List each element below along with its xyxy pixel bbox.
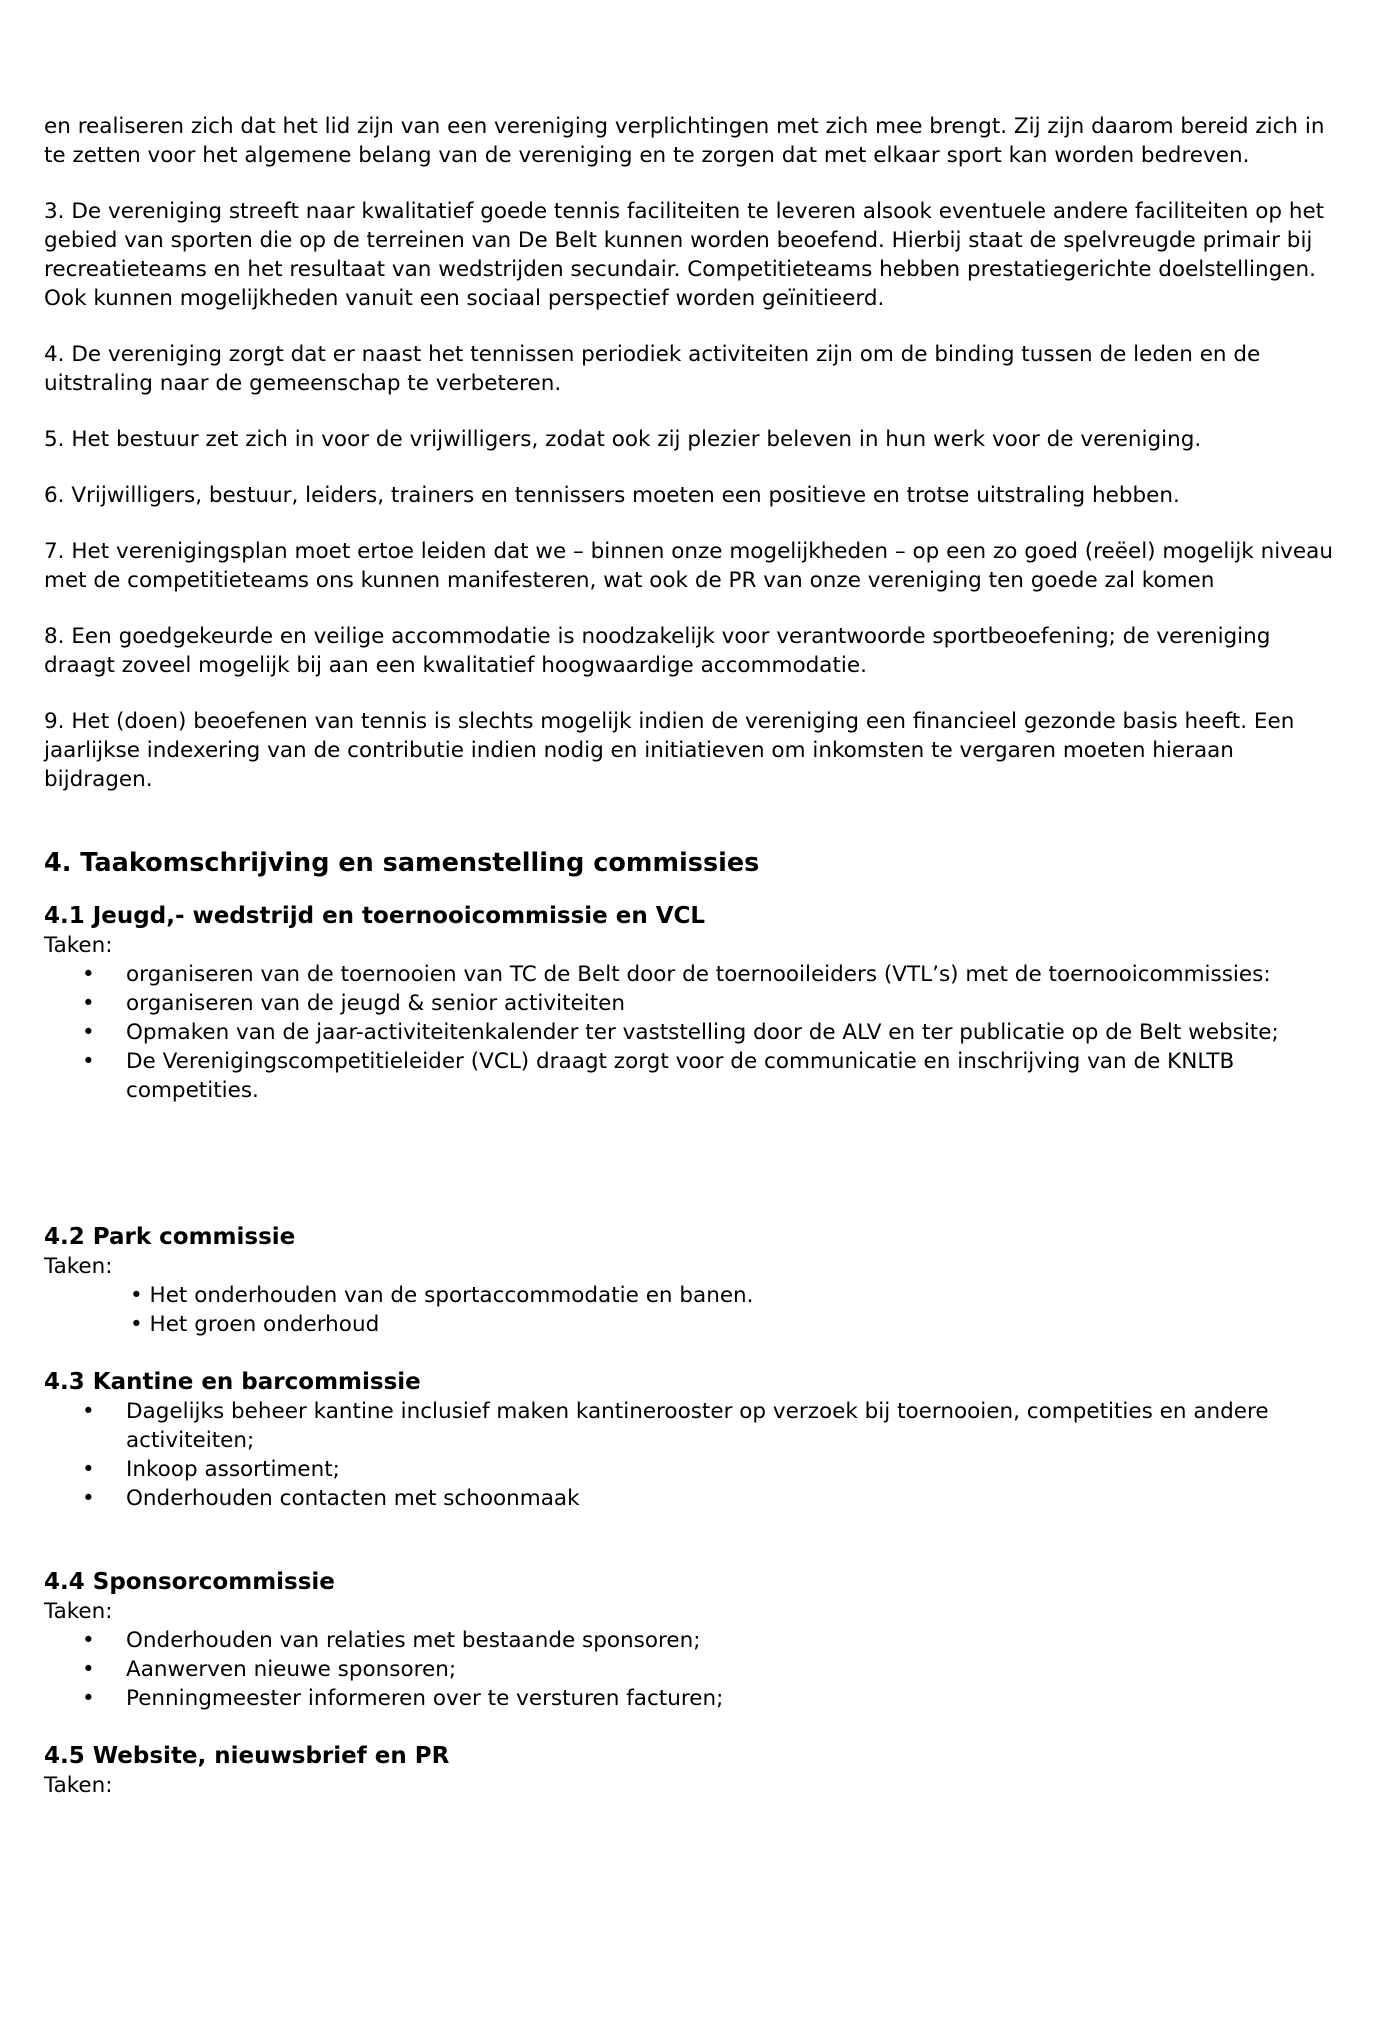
list-item: • Penningmeester informeren over te versturen facturen;	[44, 1684, 1344, 1713]
section-heading: 4.2 Park commissie	[44, 1224, 296, 1250]
spacer	[44, 1105, 1344, 1223]
task-list	[44, 1626, 1344, 1713]
paragraph-6: 6. Vrijwilligers, bestuur, leiders, trainers en tennissers moeten een positieve en trotse uitstraling hebben.	[44, 483, 1180, 508]
list-item: • De Verenigingscompetitieleider (VCL) draagt zorgt voor de communicatie en inschrijving van de KNLTB competities.	[44, 1047, 1344, 1105]
section-4-5	[44, 1742, 1344, 1800]
spacer	[44, 1713, 1344, 1742]
tasks-label: Taken:	[44, 1599, 113, 1624]
task-list	[44, 1397, 1344, 1513]
chapter-heading: 4. Taakomschrijving en samenstelling commissies	[44, 848, 760, 878]
section-4-3	[44, 1368, 1344, 1513]
section-4-1	[44, 902, 1344, 1105]
list-item: • Onderhouden van relaties met bestaande sponsoren;	[44, 1626, 1344, 1655]
task-list	[44, 960, 1344, 1105]
paragraph-7: 7. Het verenigingsplan moet ertoe leiden dat we – binnen onze mogelijkheden – op een zo goed (reëel) mogelijk niveau met de competitieteams ons kunnen manifesteren, wat ook de PR van onze vereniging ten goede zal komen	[44, 539, 1333, 593]
paragraph-intro: en realiseren zich dat het lid zijn van een vereniging verplichtingen met zich mee brengt. Zij zijn daarom bereid zich in te zetten voor het algemene belang van de vereniging en te zorgen dat met elkaar sport kan worden bedreven.	[44, 114, 1325, 168]
list-item: • Onderhouden contacten met schoonmaak	[44, 1484, 1344, 1513]
list-item: • Het onderhouden van de sportaccommodatie en banen.	[130, 1281, 1344, 1310]
section-heading: 4.3 Kantine en barcommissie	[44, 1369, 421, 1395]
list-item: • Aanwerven nieuwe sponsoren;	[44, 1655, 1344, 1684]
paragraph-9: 9. Het (doen) beoefenen van tennis is slechts mogelijk indien de vereniging een financieel gezonde basis heeft. Een jaarlijkse indexering van de contributie indien nodig en initiatieven om inkomsten te vergaren moeten hieraan bijdragen.	[44, 709, 1295, 792]
document-page	[44, 112, 1344, 1800]
section-4-2	[44, 1223, 1344, 1339]
section-heading: 4.5 Website, nieuwsbrief en PR	[44, 1743, 450, 1769]
list-item: • organiseren van de jeugd & senior activiteiten	[44, 989, 1344, 1018]
paragraph-4: 4. De vereniging zorgt dat er naast het tennissen periodiek activiteiten zijn om de binding tussen de leden en de uitstraling naar de gemeenschap te verbeteren.	[44, 342, 1261, 396]
list-item: • Het groen onderhoud	[130, 1310, 1344, 1339]
paragraph-3: 3. De vereniging streeft naar kwalitatief goede tennis faciliteiten te leveren alsook eventuele andere faciliteiten op het gebied van sporten die op de terreinen van De Belt kunnen worden beoefend. Hierbij staat de spelvreugde primair bij recreatieteams en het resultaat van wedstrijden secundair. Competitieteams hebben prestatiegerichte doelstellingen. Ook kunnen mogelijkheden vanuit een sociaal perspectief worden geïnitieerd.	[44, 199, 1325, 311]
list-item: • Inkoop assortiment;	[44, 1455, 1344, 1484]
tasks-label: Taken:	[44, 933, 113, 958]
list-item: • Dagelijks beheer kantine inclusief maken kantinerooster op verzoek bij toernooien, competities en andere activiteiten;	[44, 1397, 1344, 1455]
paragraph-8: 8. Een goedgekeurde en veilige accommodatie is noodzakelijk voor verantwoorde sportbeoefening; de vereniging draagt zoveel mogelijk bij aan een kwalitatief hoogwaardige accommodatie.	[44, 624, 1271, 678]
list-item: • Opmaken van de jaar-activiteitenkalender ter vaststelling door de ALV en ter publicatie op de Belt website;	[44, 1018, 1344, 1047]
list-item: • organiseren van de toernooien van TC de Belt door de toernooileiders (VTL’s) met de toernooicommissies:	[44, 960, 1344, 989]
tasks-label: Taken:	[44, 1254, 113, 1279]
tasks-label: Taken:	[44, 1773, 113, 1798]
section-4-4	[44, 1568, 1344, 1713]
paragraph-5: 5. Het bestuur zet zich in voor de vrijwilligers, zodat ook zij plezier beleven in hun werk voor de vereniging.	[44, 427, 1202, 452]
spacer	[44, 1339, 1344, 1368]
spacer	[44, 1513, 1344, 1568]
task-list	[44, 1281, 1344, 1339]
section-heading: 4.1 Jeugd,- wedstrijd en toernooicommissie en VCL	[44, 903, 706, 929]
section-heading: 4.4 Sponsorcommissie	[44, 1569, 335, 1595]
